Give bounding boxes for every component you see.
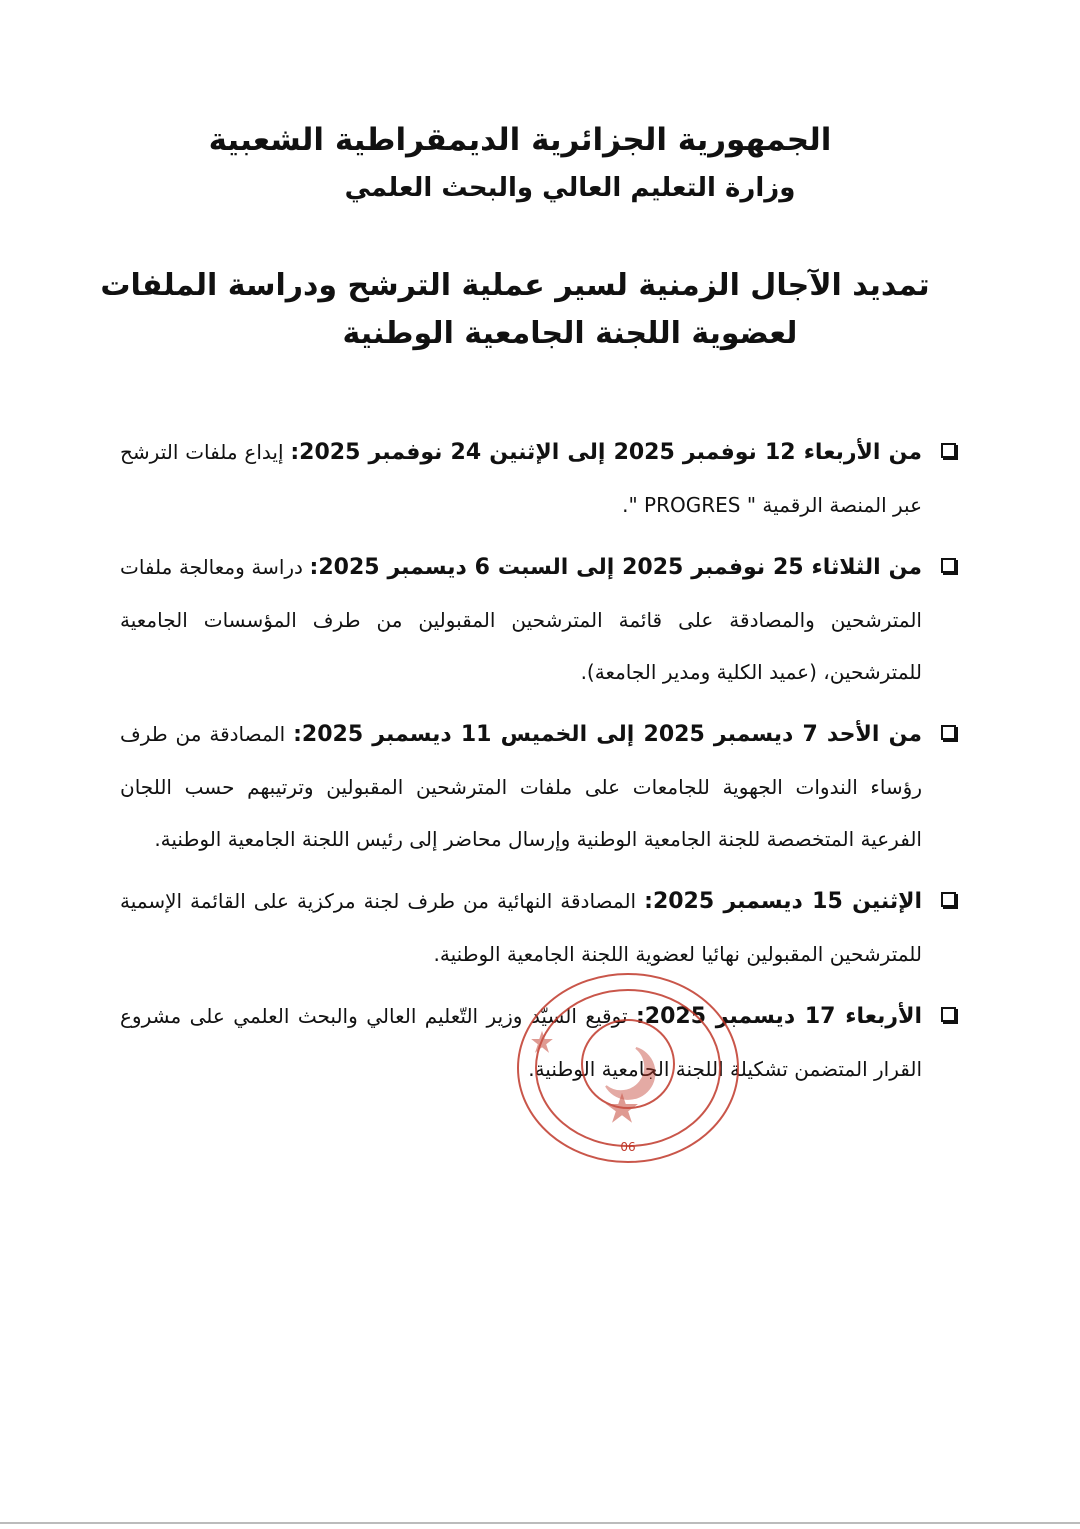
ministry-name: وزارة التعليم العالي والبحث العلمي: [344, 173, 796, 203]
document-header: [0, 118, 1080, 208]
checkbox-icon: [941, 1007, 956, 1022]
scan-edge-line: [0, 1522, 1080, 1524]
item-text: المصادقة من طرف رؤساء الندوات الجهوية للجامعات على ملفات المترشحين المقبولين وترتيبهم حسب اللجان الفرعية المتخصصة للجنة الجامعية الوطنية وإرسال محاضر إلى رئيس اللجنة الجامعية الوطنية.: [120, 722, 922, 851]
checkbox-icon: [941, 725, 956, 740]
item-date: الإثنين 15 ديسمبر 2025:: [644, 889, 923, 914]
title-line-2: لعضوية اللجنة الجامعية الوطنية: [342, 316, 798, 351]
official-stamp-icon: [510, 968, 746, 1168]
schedule-item: [120, 426, 956, 531]
item-date: من الأربعاء 12 نوفمبر 2025 إلى الإثنين 24 نوفمبر 2025:: [290, 440, 923, 465]
schedule-item: [120, 875, 956, 980]
item-text: المصادقة النهائية من طرف لجنة مركزية على القائمة الإسمية للمترشحين المقبولين نهائيا لعضوية اللجنة الجامعية الوطنية.: [120, 889, 922, 966]
item-date: من الثلاثاء 25 نوفمبر 2025 إلى السبت 6 ديسمبر 2025:: [309, 555, 923, 580]
stamp-number: 06: [620, 1140, 636, 1154]
schedule-item: [120, 708, 956, 865]
republic-name: الجمهورية الجزائرية الديمقراطية الشعبية: [208, 122, 832, 158]
item-date: الأربعاء 17 ديسمبر 2025:: [635, 1004, 923, 1029]
checkbox-icon: [941, 558, 956, 573]
checkbox-icon: [941, 443, 956, 458]
item-text: إيداع ملفات الترشح عبر المنصة الرقمية " PROGRES ".: [120, 440, 922, 517]
item-text: دراسة ومعالجة ملفات المترشحين والمصادقة على قائمة المترشحين المقبولين من طرف المؤسسات الجامعية للمترشحين، (عميد الكلية ومدير الجامعة).: [120, 555, 922, 684]
checkbox-icon: [941, 892, 956, 907]
document-title: [0, 262, 1080, 358]
schedule-item: [120, 541, 956, 698]
item-date: من الأحد 7 ديسمبر 2025 إلى الخميس 11 ديسمبر 2025:: [293, 722, 923, 747]
title-line-1: تمديد الآجال الزمنية لسير عملية الترشح ودراسة الملفات: [100, 268, 930, 303]
item-text: توقيع السيّد وزير التّعليم العالي والبحث العلمي على مشروع القرار المتضمن تشكيلة اللجنة الجامعية الوطنية.: [120, 1004, 922, 1081]
